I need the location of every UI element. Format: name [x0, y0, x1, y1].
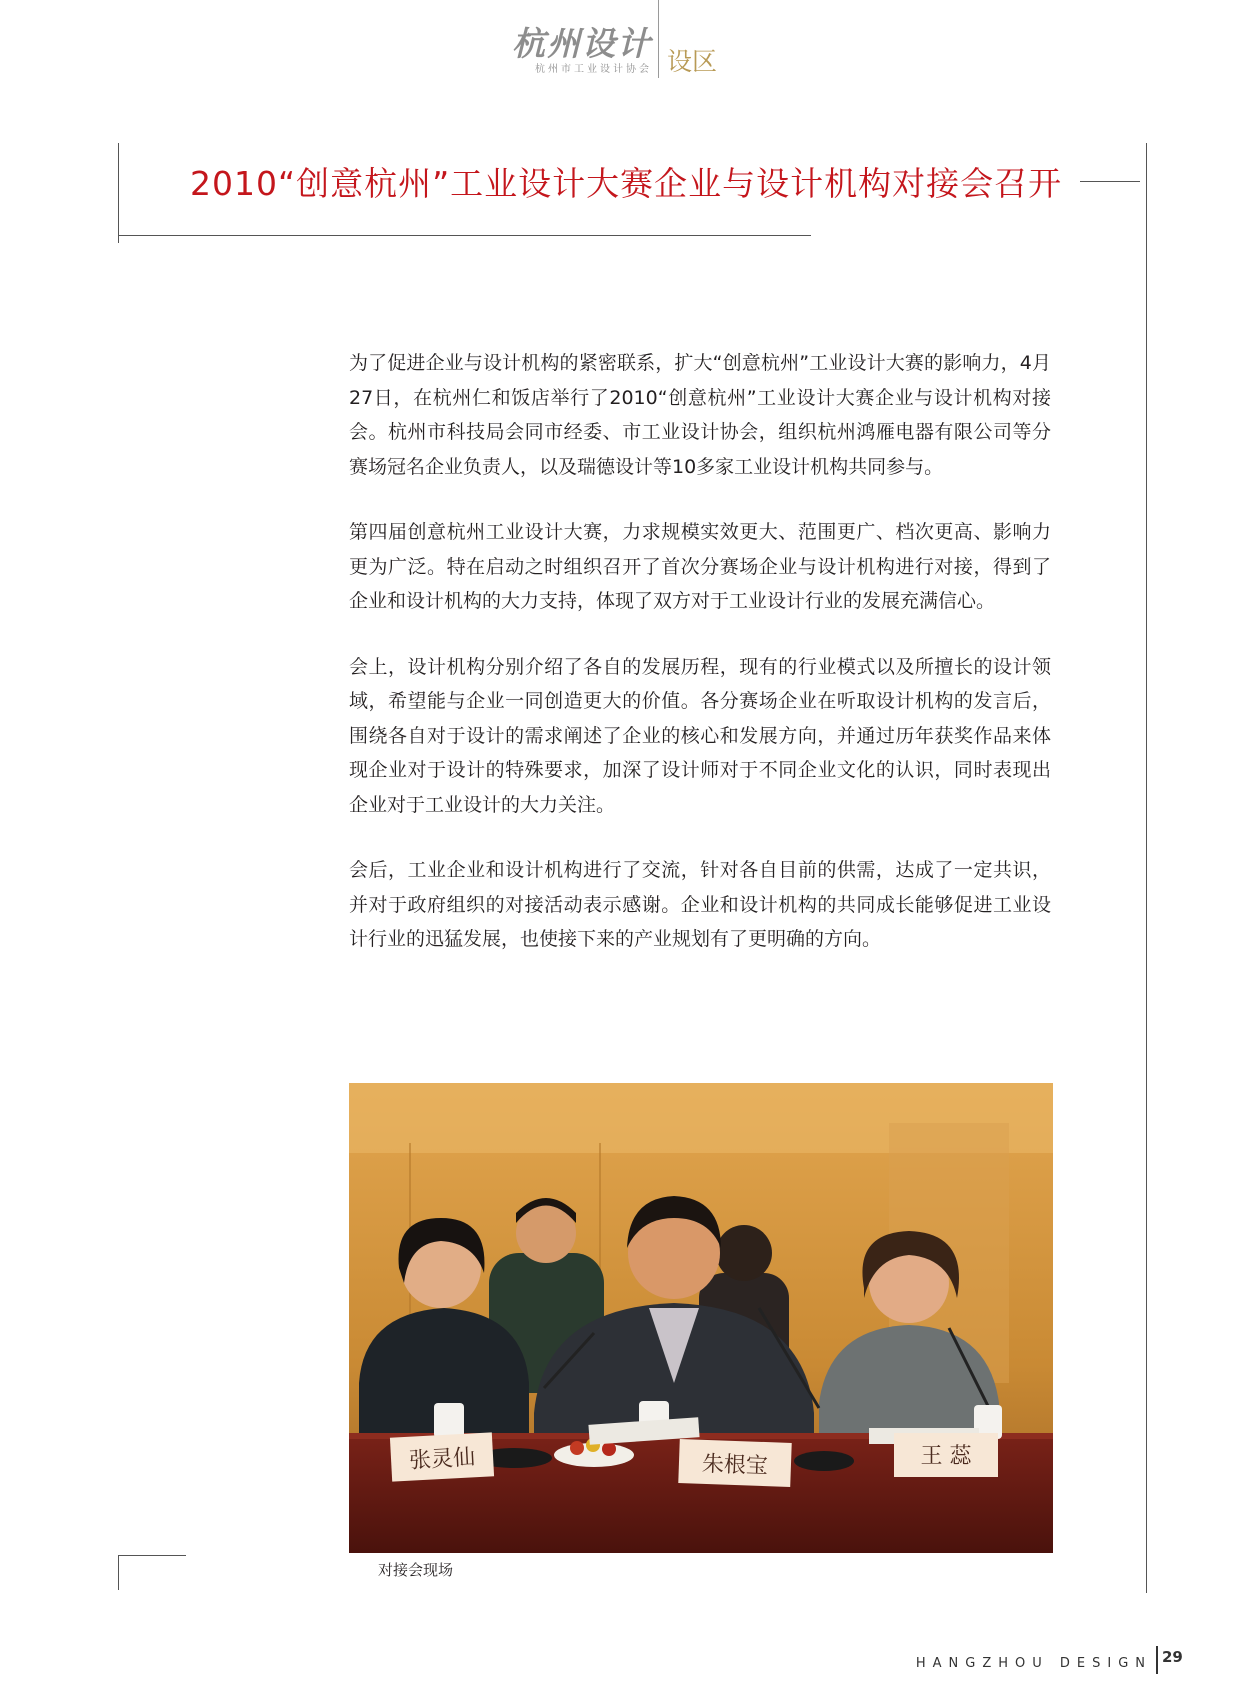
footer — [915, 1652, 1152, 1676]
paragraph: 第四届创意杭州工业设计大赛，力求规模实效更大、范围更广、档次更高、影响力更为广泛。特在启动之时组织召开了首次分赛场企业与设计机构进行对接，得到了企业和设计机构的大力支持，体现了双方对于工业设计行业的发展充满信心。 — [349, 521, 1051, 612]
section-label: 设区 — [667, 47, 718, 76]
nameplate-2: 朱根宝 — [701, 1451, 769, 1480]
rule-right — [1146, 143, 1147, 1593]
footer-divider — [1156, 1646, 1158, 1674]
magazine-logo — [500, 18, 652, 75]
paragraph: 为了促进企业与设计机构的紧密联系，扩大“创意杭州”工业设计大赛的影响力，4月27日，在杭州仁和饭店举行了2010“创意杭州”工业设计大赛企业与设计机构对接会。杭州市科技局会同市经委、市工业设计协会，组织杭州鸿雁电器有限公司等分赛场冠名企业负责人，以及瑞德设计等10多家工业设计机构共同参与。 — [349, 352, 1051, 478]
paragraph: 会上，设计机构分别介绍了各自的发展历程，现有的行业模式以及所擅长的设计领域，希望能与企业一同创造更大的价值。各分赛场企业在听取设计机构的发言后，围绕各自对于设计的需求阐述了企业的核心和发展方向，并通过历年获奖作品来体现企业对于设计的特殊要求，加深了设计师对于不同企业文化的认识，同时表现出企业对于工业设计的大力关注。 — [349, 655, 1051, 816]
logo-subtitle: 杭州市工业设计协会 — [535, 64, 652, 75]
header-divider — [658, 0, 659, 78]
page-number: 29 — [1162, 1648, 1183, 1666]
rule-left-bottom — [118, 1555, 119, 1590]
logo-text: 杭州设计 — [512, 24, 652, 63]
footer-brand: HANGZHOU DESIGN — [915, 1656, 1152, 1671]
rule-under-title — [118, 235, 811, 236]
rule-left-top — [118, 143, 119, 243]
article-body — [349, 346, 1051, 988]
photo-caption: 对接会现场 — [378, 1561, 454, 1579]
meeting-photo — [349, 1083, 1053, 1553]
rule-left-bottom-horizontal — [118, 1555, 186, 1556]
nameplate-1: 张灵仙 — [408, 1445, 476, 1474]
paragraph: 会后，工业企业和设计机构进行了交流，针对各自目前的供需，达成了一定共识，并对于政府组织的对接活动表示感谢。企业和设计机构的共同成长能够促进工业设计行业的迅猛发展，也使接下来的产业规划有了更明确的方向。 — [349, 859, 1051, 950]
article-title: 2010“创意杭州”工业设计大赛企业与设计机构对接会召开 — [190, 164, 1063, 203]
rule-right-title — [1080, 181, 1140, 182]
nameplate-3: 王 蕊 — [920, 1444, 972, 1469]
